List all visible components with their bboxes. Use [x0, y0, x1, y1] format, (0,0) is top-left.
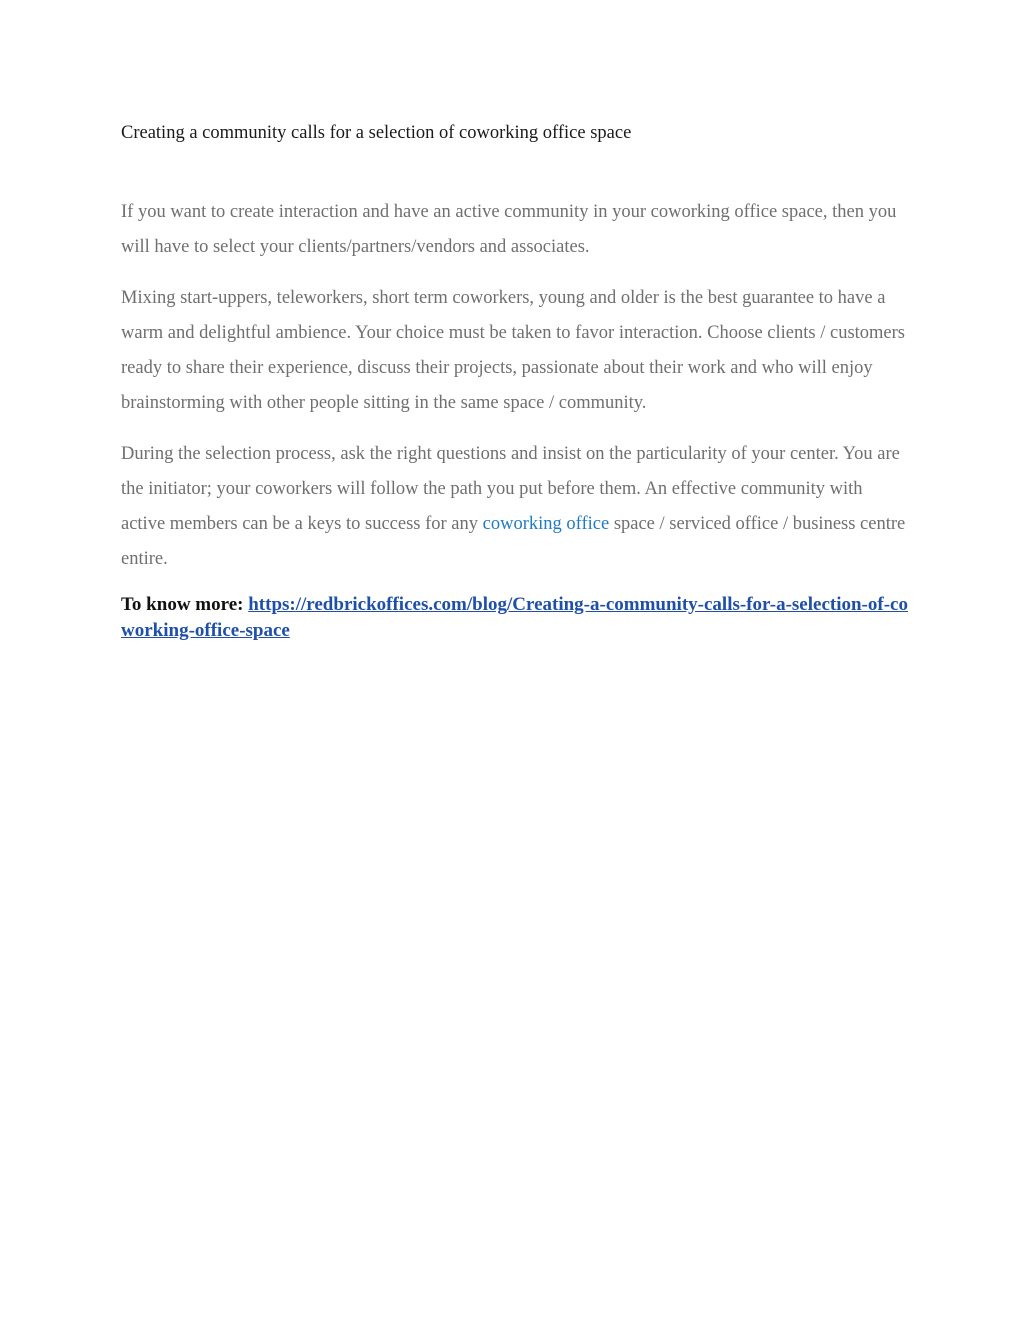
to-know-more [121, 592, 911, 644]
paragraph-3-text-after: space / serviced office / business centre entire. [121, 514, 906, 569]
to-know-more-label: To know more: [121, 594, 249, 615]
document-page [121, 118, 911, 644]
paragraph-1: If you want to create interaction and have an active community in your coworking office space, then you will have to select your clients/partners/vendors and associates. [121, 202, 897, 257]
document-title: Creating a community calls for a selection of coworking office space [121, 123, 632, 143]
blog-url-link[interactable]: https://redbrickoffices.com/blog/Creating-a-community-calls-for-a-selection-of-coworking-office-space [121, 594, 908, 641]
paragraph-3-text-before: During the selection process, ask the right questions and insist on the particularity of your center. You are the initiator; your coworkers will follow the path you put before them. An effective community with active members can be a keys to success for any [121, 444, 900, 534]
paragraph-3 [121, 437, 911, 577]
paragraph-2: Mixing start-uppers, teleworkers, short term coworkers, young and older is the best guarantee to have a warm and delightful ambience. Your choice must be taken to favor interaction. Choose clients / customers ready to share their experience, discuss their projects, passionate about their work and who will enjoy brainstorming with other people sitting in the same space / community. [121, 288, 905, 413]
coworking-office-link[interactable]: coworking office [482, 514, 610, 534]
